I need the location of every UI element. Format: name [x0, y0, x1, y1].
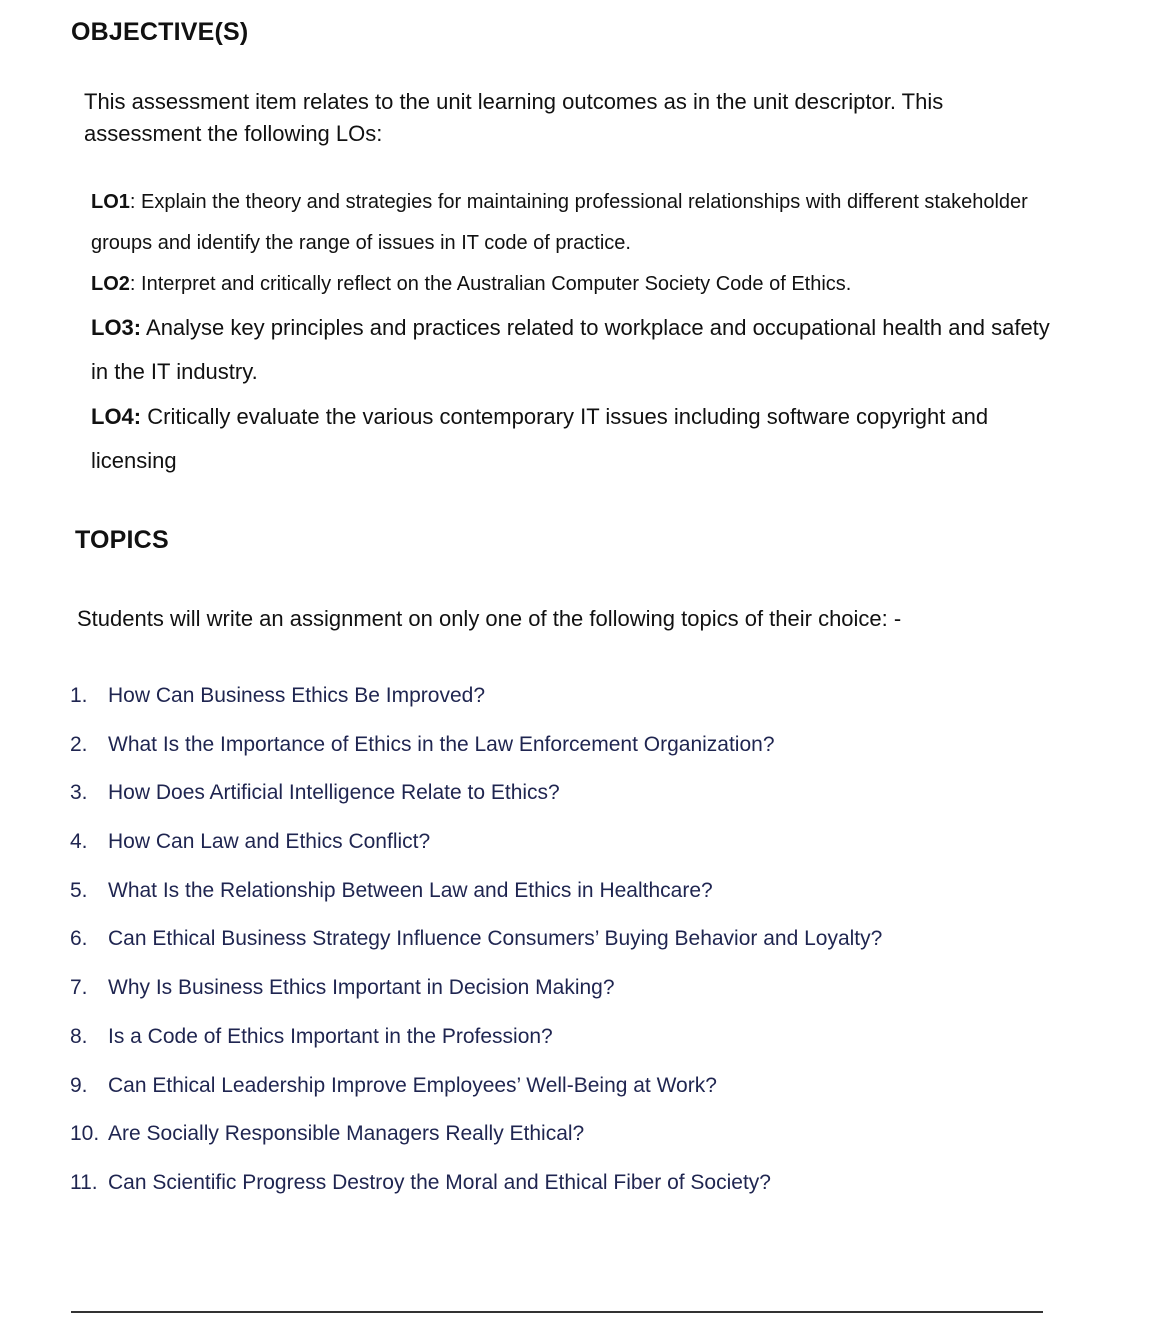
topic-number: 1. [70, 684, 88, 707]
lo-text: Critically evaluate the various contemporary IT issues including software copyright and licensing [91, 404, 989, 473]
topic-text: Why Is Business Ethics Important in Decision Making? [108, 976, 615, 1000]
learning-outcome-lo4 [91, 395, 1051, 483]
topic-number: 7. [70, 976, 88, 1000]
lo-code: LO3: [91, 315, 142, 340]
list-item [70, 1171, 882, 1220]
list-item [70, 733, 882, 782]
topic-text: Can Scientific Progress Destroy the Moral and Ethical Fiber of Society? [108, 1170, 771, 1194]
topic-text: Is a Code of Ethics Important in the Profession? [108, 1024, 553, 1048]
topic-number: 3. [70, 781, 88, 805]
topic-number: 6. [70, 927, 88, 951]
topic-list [70, 684, 882, 1220]
list-item [70, 830, 882, 879]
list-item [70, 781, 882, 830]
topic-text: How Can Law and Ethics Conflict? [108, 830, 431, 854]
topics-intro: Students will write an assignment on only one of the following topics of their choice: - [77, 606, 902, 631]
topic-number: 4. [70, 830, 88, 854]
lo-text: : Interpret and critically reflect on the Australian Computer Society Code of Ethics. [129, 273, 852, 295]
list-item [70, 1074, 882, 1123]
lo-text: : Explain the theory and strategies for maintaining professional relationships with different stakeholder groups and identify the range of issues in IT code of practice. [91, 191, 1028, 254]
list-item [70, 976, 882, 1025]
topic-text: How Does Artificial Intelligence Relate to Ethics? [108, 781, 560, 805]
topic-number: 9. [70, 1073, 88, 1097]
learning-outcome-lo3 [91, 306, 1051, 394]
objectives-heading: OBJECTIVE(S) [71, 18, 249, 46]
learning-outcome-lo1 [91, 182, 1051, 264]
topic-number: 5. [70, 878, 88, 902]
topic-text: Can Ethical Business Strategy Influence Consumers’ Buying Behavior and Loyalty? [108, 927, 883, 951]
topic-text: What Is the Importance of Ethics in the Law Enforcement Organization? [108, 732, 775, 756]
topic-number: 8. [70, 1024, 88, 1048]
footer-divider [71, 1311, 1043, 1313]
topic-number: 10. [70, 1122, 100, 1146]
topic-number: 11. [70, 1170, 98, 1194]
lo-code: LO1 [91, 191, 130, 213]
list-item [70, 1122, 882, 1171]
list-item [70, 1025, 882, 1074]
topics-heading: TOPICS [75, 526, 169, 554]
topic-text: How Can Business Ethics Be Improved? [108, 684, 486, 707]
topic-text: Are Socially Responsible Managers Really Ethical? [108, 1122, 585, 1146]
list-item [70, 879, 882, 928]
learning-outcome-lo2 [91, 264, 1051, 305]
lo-code: LO2 [91, 273, 130, 295]
objectives-intro: This assessment item relates to the unit learning outcomes as in the unit descriptor. This assessment the following LOs: [84, 89, 944, 146]
lo-text: Analyse key principles and practices related to workplace and occupational health and safety in the IT industry. [91, 315, 1050, 384]
lo-code: LO4: [91, 404, 142, 429]
list-item [70, 927, 882, 976]
topic-number: 2. [70, 732, 88, 756]
list-item [70, 684, 882, 733]
topic-text: Can Ethical Leadership Improve Employees’ Well-Being at Work? [108, 1073, 717, 1097]
topic-text: What Is the Relationship Between Law and Ethics in Healthcare? [108, 878, 713, 902]
